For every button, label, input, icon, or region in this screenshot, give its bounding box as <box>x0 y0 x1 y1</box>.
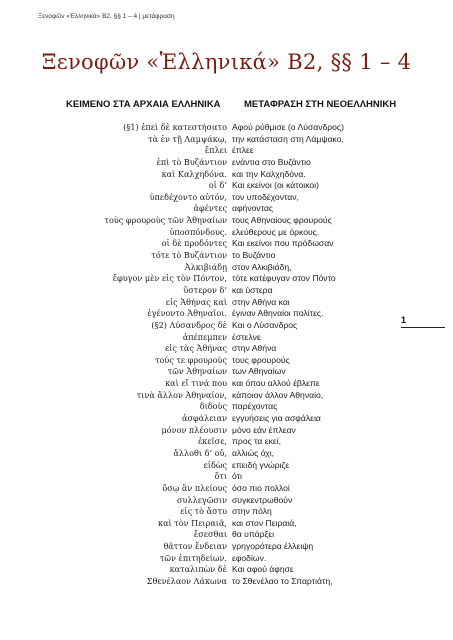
modern-greek-line: Και ο Λύσανδρος <box>232 319 298 330</box>
text-row <box>0 564 453 576</box>
modern-greek-line: εγγυήσεις για ασφάλεια <box>232 413 321 424</box>
modern-greek-line: συγκεντρωθούν <box>232 494 293 505</box>
text-row <box>0 378 453 390</box>
translation-heading: ΜΕΤΑΦΡΑΣΗ ΣΤΗ ΝΕΟΕΛΛΗΝΙΚΗ <box>244 99 397 110</box>
ancient-greek-line: τότε τὸ Βυζάντιον <box>151 250 227 261</box>
ancient-greek-line: τὰ ἐν τῇ Λαμψάκῳ, <box>148 133 227 144</box>
ancient-greek-line: ὕστερον δ’ <box>183 284 227 295</box>
modern-greek-line: Και αφού άφησε <box>232 564 294 575</box>
modern-greek-line: έπλεε <box>232 145 254 156</box>
modern-greek-line: Και εκείνοι (οι κάτοικοι) <box>232 180 319 191</box>
ancient-greek-line: Ἀλκιβιάδῃ <box>184 261 227 272</box>
modern-greek-line: και ύστερα <box>232 284 273 295</box>
ancient-greek-line: καὶ Καλχηδόνα. <box>161 168 227 179</box>
text-row <box>0 518 453 530</box>
document-title: Ξενοφῶν «Ἑλληνικά» Β2, §§ 1 – 4 <box>41 50 412 74</box>
ancient-greek-line: καταλιπὼν δὲ <box>169 564 227 575</box>
ancient-greek-line: οἱ δ’ <box>208 180 227 191</box>
text-row <box>0 425 453 437</box>
ancient-greek-line: τοὺς φρουροὺς τῶν Ἀθηναίων <box>104 215 227 226</box>
modern-greek-line: ότι <box>232 471 242 482</box>
text-row <box>0 495 453 507</box>
text-row <box>0 297 453 309</box>
modern-greek-line: μόνο εάν έπλεαν <box>232 424 296 435</box>
text-row <box>0 262 453 274</box>
ancient-greek-line: ἔφυγον μὲν εἰς τὸν Πόντον, <box>112 273 227 284</box>
modern-greek-line: το Βυζάντιο <box>232 250 276 261</box>
modern-greek-line: και στον Πειραιά, <box>232 517 297 528</box>
text-row <box>0 506 453 518</box>
text-row <box>0 145 453 157</box>
ancient-greek-line: τινὰ ἄλλον Ἀθηναίον, <box>136 389 227 400</box>
text-row <box>0 320 453 332</box>
ancient-text-heading: ΚΕΙΜΕΝΟ ΣΤΑ ΑΡΧΑΙΑ ΕΛΛΗΝΙΚΑ <box>66 99 221 110</box>
modern-greek-line: έγιναν Αθηναίοι πολίτες. <box>232 308 324 319</box>
modern-greek-line: και όπου αλλού έβλεπε <box>232 378 320 389</box>
modern-greek-line: στον Αλκιβιάδη, <box>232 261 292 272</box>
ancient-greek-line: τῶν ἐπιτηδείων. <box>159 552 227 563</box>
ancient-greek-line: εἰς Ἀθήνας καὶ <box>165 296 227 307</box>
ancient-greek-line: οἱ δὲ προδόντες <box>161 238 227 249</box>
modern-greek-line: γρηγορότερα έλλειψη <box>232 541 314 552</box>
parallel-text <box>0 122 453 588</box>
text-row <box>0 250 453 262</box>
modern-greek-line: ελεύθερους με όρκους. <box>232 226 320 237</box>
text-row <box>0 203 453 215</box>
ancient-greek-line: εἰς τὰς Ἀθήνας <box>164 343 227 354</box>
ancient-greek-line: τῶν Ἀθηναίων <box>167 366 227 377</box>
modern-greek-line: αφήνοντας <box>232 203 274 214</box>
modern-greek-line: στην Αθήνα και <box>232 296 290 307</box>
text-row <box>0 285 453 297</box>
modern-greek-line: τον υποδέχονταν, <box>232 191 299 202</box>
ancient-greek-line: διδοὺς <box>199 401 227 412</box>
text-row <box>0 448 453 460</box>
ancient-greek-line: ἔσεσθαι <box>193 529 227 540</box>
text-row <box>0 553 453 565</box>
text-row <box>0 343 453 355</box>
modern-greek-line: των Αθηναίων <box>232 366 286 377</box>
text-row <box>0 355 453 367</box>
text-row <box>0 308 453 320</box>
text-row <box>0 413 453 425</box>
ancient-greek-line: (§2) Λύσανδρος δὲ <box>151 319 227 330</box>
modern-greek-line: προς τα εκεί, <box>232 436 282 447</box>
text-row <box>0 529 453 541</box>
modern-greek-line: κάποιον άλλον Αθηναίο, <box>232 389 324 400</box>
modern-greek-line: ενάντια στο Βυζάντιο <box>232 156 311 167</box>
ancient-greek-line: καὶ εἴ τινά που <box>165 378 227 389</box>
page-number-rule <box>401 327 445 328</box>
text-row <box>0 576 453 588</box>
ancient-greek-line: Σθενέλαον Λάκωνα <box>146 575 227 586</box>
text-row <box>0 169 453 181</box>
modern-greek-line: τότε κατέφυγαν στον Πόντο <box>232 273 336 284</box>
ancient-greek-line: θᾶττον ἔνδειαν <box>163 541 227 552</box>
modern-greek-line: στην πόλη <box>232 506 272 517</box>
text-row <box>0 471 453 483</box>
modern-greek-line: τους Αθηναίους φρουρούς <box>232 215 332 226</box>
modern-greek-line: την κατάσταση στη Λάμψακο, <box>232 133 344 144</box>
modern-greek-line: Αφού ρύθμισε (ο Λύσανδρος) <box>232 122 344 132</box>
text-row <box>0 180 453 192</box>
modern-greek-line: όσο πιο πολλοί <box>232 482 290 493</box>
text-row <box>0 192 453 204</box>
text-row <box>0 134 453 146</box>
ancient-greek-line: ἄλλοθι δ’ οὔ, <box>173 447 227 458</box>
modern-greek-line: και την Καλχηδόνα. <box>232 168 306 179</box>
ancient-greek-line: συλλεγῶσιν <box>177 494 227 505</box>
modern-greek-line: Και εκείνοι που πρόδωσαν <box>232 238 334 249</box>
ancient-greek-line: ἀφέντες <box>193 203 227 214</box>
text-row <box>0 273 453 285</box>
ancient-greek-line: ἀσφάλειαν <box>181 413 227 424</box>
text-row <box>0 460 453 472</box>
text-row <box>0 238 453 250</box>
page-number: 1 <box>401 315 407 325</box>
modern-greek-line: παρέχοντας <box>232 401 278 412</box>
ancient-greek-line: ἐκεῖσε, <box>197 436 227 447</box>
text-row <box>0 332 453 344</box>
ancient-greek-line: καὶ τὸν Πειραιᾶ, <box>158 517 227 528</box>
modern-greek-line: τους φρουρούς <box>232 354 290 365</box>
ancient-greek-line: τούς τε φρουροὺς <box>155 354 227 365</box>
text-row <box>0 390 453 402</box>
modern-greek-line: εφοδίων. <box>232 552 267 563</box>
text-row <box>0 436 453 448</box>
modern-greek-line: στην Αθήνα <box>232 343 277 354</box>
text-row <box>0 122 453 134</box>
ancient-greek-line: εἰδὼς <box>203 459 227 470</box>
modern-greek-line: επειδή γνώριζε <box>232 459 290 470</box>
text-row <box>0 401 453 413</box>
text-row <box>0 215 453 227</box>
modern-greek-line: έστελνε <box>232 331 261 342</box>
ancient-greek-line: ὑπεδέχοντο αὐτόν, <box>149 191 227 202</box>
text-row <box>0 157 453 169</box>
ancient-greek-line: ὑποσπόνδους. <box>169 226 227 237</box>
modern-greek-line: αλλιώς όχι, <box>232 447 275 458</box>
text-row <box>0 227 453 239</box>
ancient-greek-line: ἐπὶ τὸ Βυζάντιον <box>156 156 227 167</box>
text-row <box>0 483 453 495</box>
ancient-greek-line: ἔπλει <box>204 145 227 156</box>
text-row <box>0 541 453 553</box>
modern-greek-line: θα υπάρξει <box>232 529 275 540</box>
text-row <box>0 366 453 378</box>
running-header: Ξενοφῶν «Ἑλληνικά» Β2, §§ 1 – 4 | μετάφραση <box>38 13 175 20</box>
ancient-greek-line: εἰς τὸ ἄστυ <box>180 506 227 517</box>
ancient-greek-line: ὅσῳ ἂν πλείους <box>162 482 227 493</box>
modern-greek-line: το Σθενέλαο το Σπαρτιάτη, <box>232 575 333 586</box>
ancient-greek-line: ἀπέπεμπεν <box>182 331 227 342</box>
ancient-greek-line: ὅτι <box>214 471 227 482</box>
ancient-greek-line: ἐγένοντο Ἀθηναῖοι. <box>147 308 227 319</box>
ancient-greek-line: (§1) ἐπεὶ δὲ κατεστήσατο <box>123 122 227 132</box>
ancient-greek-line: μόνον πλέουσιν <box>161 424 227 435</box>
